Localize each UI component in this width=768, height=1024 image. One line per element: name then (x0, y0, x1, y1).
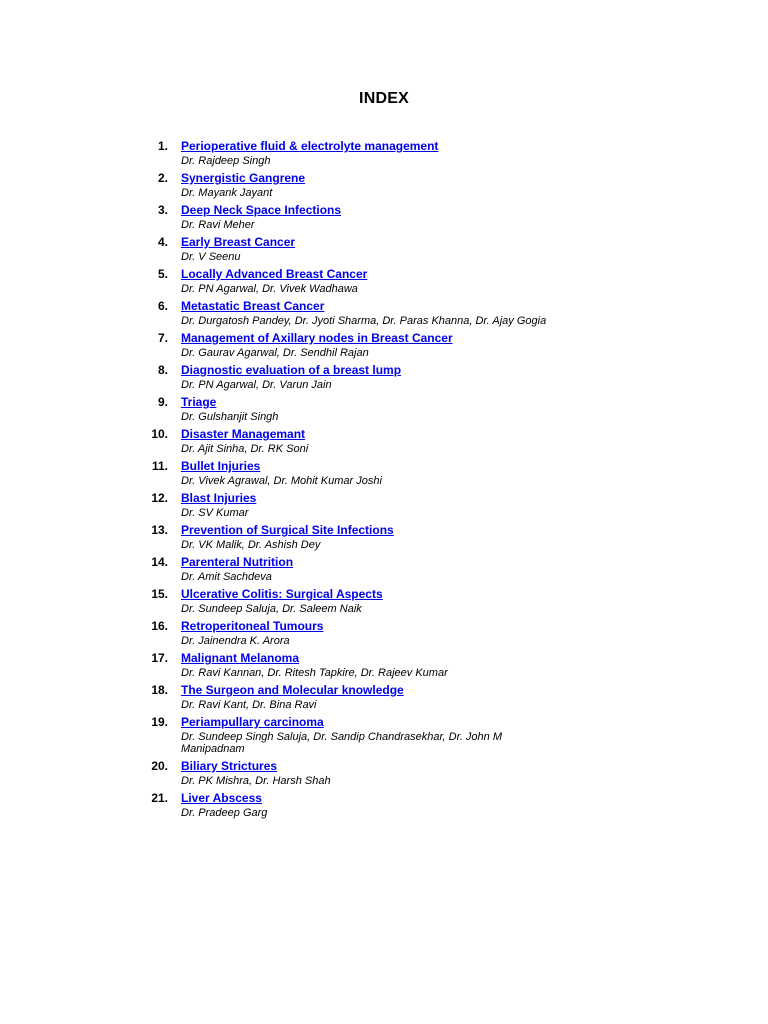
index-entry (0, 619, 768, 647)
page-title: INDEX (359, 90, 409, 107)
entry-authors: Dr. Ravi Kant, Dr. Bina Ravi (181, 699, 317, 711)
entry-title-link[interactable]: Deep Neck Space Infections (181, 203, 342, 217)
entry-number: 12. (151, 491, 168, 505)
index-entry (0, 299, 768, 327)
entry-number: 11. (151, 459, 168, 473)
index-entry (0, 683, 768, 711)
index-entry (0, 555, 768, 583)
entry-title-link[interactable]: Periampullary carcinoma (181, 715, 324, 729)
entry-title-link[interactable]: Malignant Melanoma (181, 651, 300, 665)
entry-number: 2. (157, 171, 168, 185)
entry-number: 17. (151, 651, 168, 665)
index-entry (0, 759, 768, 787)
entry-authors: Dr. Ravi Kannan, Dr. Ritesh Tapkire, Dr. Rajeev Kumar (181, 667, 448, 679)
index-entry (0, 791, 768, 819)
entry-authors: Dr. PN Agarwal, Dr. Varun Jain (181, 379, 332, 391)
entry-title-link[interactable]: Triage (181, 395, 217, 409)
entry-authors: Dr. Rajdeep Singh (181, 155, 271, 167)
entry-number: 13. (151, 523, 168, 537)
entry-title-link[interactable]: The Surgeon and Molecular knowledge (181, 683, 404, 697)
entry-authors: Dr. PK Mishra, Dr. Harsh Shah (181, 775, 331, 787)
entry-number: 3. (157, 203, 168, 217)
index-entry (0, 171, 768, 199)
entry-title-link[interactable]: Management of Axillary nodes in Breast Cancer (181, 331, 453, 345)
entry-authors: Dr. Ravi Meher (181, 219, 255, 231)
entry-title-link[interactable]: Diagnostic evaluation of a breast lump (181, 363, 402, 377)
index-entry (0, 523, 768, 551)
entry-authors: Dr. Jainendra K. Arora (181, 635, 290, 647)
entry-authors: Dr. Mayank Jayant (181, 187, 273, 199)
entry-number: 4. (157, 235, 168, 249)
entry-number: 6. (157, 299, 168, 313)
entry-title-link[interactable]: Synergistic Gangrene (181, 171, 306, 185)
index-entry (0, 651, 768, 679)
entry-title-link[interactable]: Disaster Managemant (181, 427, 306, 441)
entry-title-link[interactable]: Retroperitoneal Tumours (181, 619, 324, 633)
entry-number: 20. (151, 759, 168, 773)
entry-title-link[interactable]: Prevention of Surgical Site Infections (181, 523, 394, 537)
entry-authors: Dr. Sundeep Saluja, Dr. Saleem Naik (181, 603, 362, 615)
entry-number: 1. (157, 139, 168, 153)
entry-title-link[interactable]: Metastatic Breast Cancer (181, 299, 325, 313)
entry-authors: Dr. Sundeep Singh Saluja, Dr. Sandip Chandrasekhar, Dr. John M Manipadnam (181, 731, 503, 755)
entry-authors: Dr. Vivek Agrawal, Dr. Mohit Kumar Joshi (181, 475, 382, 487)
entry-number: 5. (157, 267, 168, 281)
entry-number: 8. (157, 363, 168, 377)
index-entry (0, 715, 768, 755)
entry-title-link[interactable]: Parenteral Nutrition (181, 555, 294, 569)
entry-number: 9. (157, 395, 168, 409)
entry-authors: Dr. SV Kumar (181, 507, 249, 519)
index-list (0, 139, 768, 823)
entry-number: 15. (151, 587, 168, 601)
entry-authors: Dr. V Seenu (181, 251, 241, 263)
index-entry (0, 139, 768, 167)
entry-number: 16. (151, 619, 168, 633)
entry-authors: Dr. Gaurav Agarwal, Dr. Sendhil Rajan (181, 347, 369, 359)
entry-number: 21. (151, 791, 168, 805)
entry-authors: Dr. Pradeep Garg (181, 807, 268, 819)
entry-number: 10. (151, 427, 168, 441)
index-entry (0, 267, 768, 295)
entry-number: 18. (151, 683, 168, 697)
entry-authors: Dr. Durgatosh Pandey, Dr. Jyoti Sharma, Dr. Paras Khanna, Dr. Ajay Gogia (181, 315, 547, 327)
entry-authors: Dr. Amit Sachdeva (181, 571, 272, 583)
index-entry (0, 235, 768, 263)
entry-title-link[interactable]: Early Breast Cancer (181, 235, 296, 249)
index-entry (0, 459, 768, 487)
entry-number: 19. (151, 715, 168, 729)
index-entry (0, 203, 768, 231)
index-entry (0, 395, 768, 423)
entry-authors: Dr. VK Malik, Dr. Ashish Dey (181, 539, 321, 551)
index-entry (0, 427, 768, 455)
entry-number: 7. (157, 331, 168, 345)
entry-title-link[interactable]: Blast Injuries (181, 491, 257, 505)
entry-title-link[interactable]: Perioperative fluid & electrolyte management (181, 139, 439, 153)
entry-title-link[interactable]: Ulcerative Colitis: Surgical Aspects (181, 587, 383, 601)
entry-title-link[interactable]: Bullet Injuries (181, 459, 261, 473)
index-entry (0, 363, 768, 391)
entry-authors: Dr. PN Agarwal, Dr. Vivek Wadhawa (181, 283, 358, 295)
entry-title-link[interactable]: Liver Abscess (181, 791, 262, 805)
index-entry (0, 587, 768, 615)
entry-title-link[interactable]: Locally Advanced Breast Cancer (181, 267, 368, 281)
entry-authors: Dr. Ajit Sinha, Dr. RK Soni (181, 443, 309, 455)
entry-number: 14. (151, 555, 168, 569)
index-entry (0, 491, 768, 519)
entry-title-link[interactable]: Biliary Strictures (181, 759, 278, 773)
index-entry (0, 331, 768, 359)
entry-authors: Dr. Gulshanjit Singh (181, 411, 279, 423)
